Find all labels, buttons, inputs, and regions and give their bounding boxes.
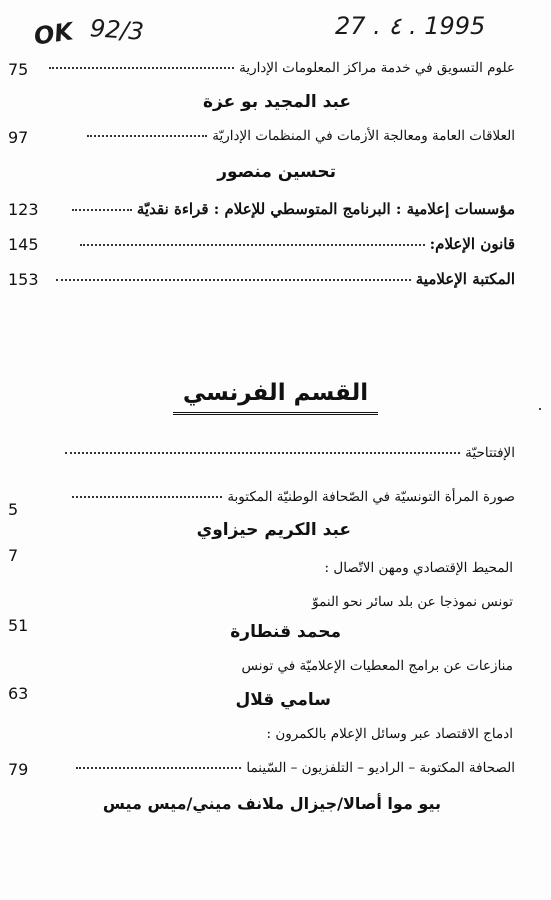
leader-dots	[65, 452, 460, 454]
toc-title: العلاقات العامة ومعالجة الأزمات في المنظمات الإداريّة	[212, 128, 515, 144]
toc-entry	[0, 443, 551, 469]
handwritten-date: 27 . ٤ . 1995	[335, 12, 486, 40]
leader-dots	[56, 279, 411, 281]
toc-title: مؤسسات إعلامية : البرنامج المتوسطي للإعلام : قراءة نقديّة	[136, 200, 515, 218]
toc-title: المحيط الإقتصادي ومهن الاتّصال :	[324, 560, 513, 576]
leader-dots	[76, 767, 241, 769]
page-number: 5	[8, 500, 19, 519]
toc-title: منازعات عن برامج المعطيات الإعلاميّة في تونس	[241, 658, 513, 674]
toc-entry	[0, 487, 551, 513]
toc-title: تونس نموذجا عن بلد سائر نحو النموّ	[312, 594, 513, 610]
page-number: 51	[8, 616, 29, 635]
toc-entry-text	[72, 489, 515, 505]
section-heading	[0, 380, 551, 415]
leader-dots	[72, 496, 222, 498]
author-name: محمد قنطارة	[230, 622, 341, 642]
toc-title: صورة المرأة التونسيّة في الصّحافة الوطنيّة المكتوبة	[227, 489, 515, 505]
page-number: 123	[8, 200, 39, 219]
page-number: 7	[8, 546, 19, 565]
toc-entry-text	[56, 270, 515, 288]
toc-title: قانون الإعلام:	[429, 235, 515, 253]
toc-title: ادماج الاقتصاد عبر وسائل الإعلام بالكمرون :	[266, 726, 513, 742]
author-name: عبد الكريم حيزاوي	[196, 520, 351, 540]
author-name: تحسين منصور	[217, 162, 336, 182]
scan-speck	[539, 408, 541, 410]
section-title: القسم الفرنسي	[173, 380, 378, 415]
toc-entry	[0, 268, 551, 294]
toc-entry	[0, 198, 551, 224]
toc-entry-text	[65, 445, 515, 461]
toc-title: الإفتتاحيّة	[465, 445, 515, 461]
toc-entry-text	[87, 128, 515, 144]
toc-entry-text	[49, 60, 515, 76]
page-number: 63	[8, 684, 29, 703]
leader-dots	[72, 209, 132, 211]
toc-entry	[0, 126, 551, 152]
toc-entry	[0, 758, 551, 784]
toc-title: علوم التسويق في خدمة مراكز المعلومات الإدارية	[239, 60, 515, 76]
toc-entry-text	[72, 200, 515, 218]
author-name: عبد المجيد بو عزة	[202, 92, 351, 112]
page-number: 75	[8, 60, 29, 79]
page-number: 153	[8, 270, 39, 289]
toc-entry-text	[76, 760, 515, 776]
leader-dots	[87, 135, 207, 137]
author-name: سامي قلال	[235, 690, 331, 710]
handwritten-ok-mark: OK	[32, 17, 75, 51]
toc-entry-text	[80, 235, 515, 253]
page-number: 79	[8, 760, 29, 779]
handwritten-reference: 92/3	[89, 14, 145, 46]
leader-dots	[49, 67, 234, 69]
leader-dots	[80, 244, 425, 246]
toc-title: المكتبة الإعلامية	[415, 270, 515, 288]
page-number: 145	[8, 235, 39, 254]
author-name: بيو موا أصالا/جيزال ملانف ميني/ميس ميس	[102, 794, 441, 813]
page-number: 97	[8, 128, 29, 147]
toc-entry	[0, 233, 551, 259]
toc-title: الصحافة المكتوبة – الراديو – التلفزيون – السّينما	[246, 760, 515, 776]
toc-entry	[0, 58, 551, 84]
